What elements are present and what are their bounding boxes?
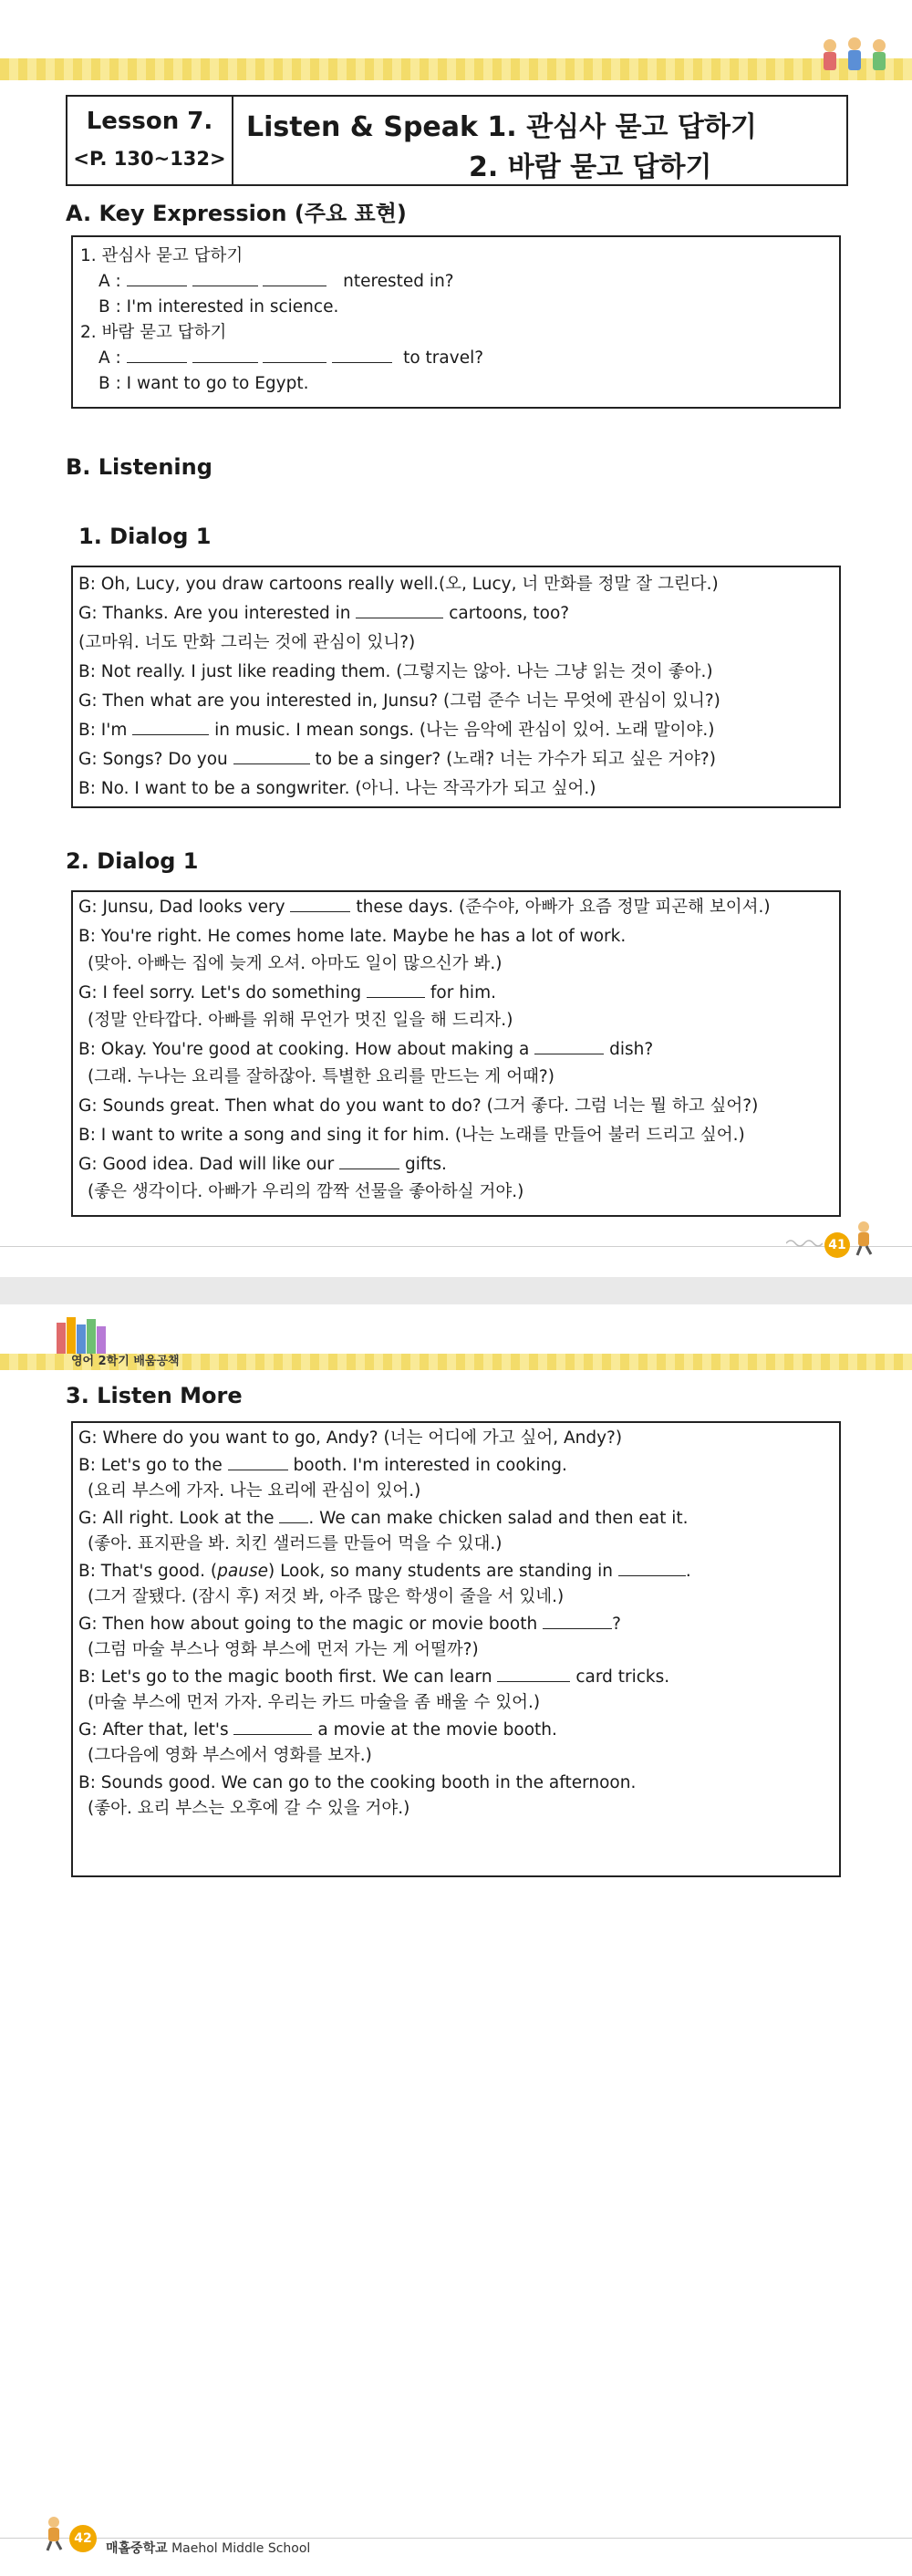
listen-more-line-15: (좋아. 요리 부스는 오후에 갈 수 있을 거야.) [88,1799,410,1818]
section-b-heading: B. Listening [66,454,212,480]
dialog2-line-6 [78,1038,653,1062]
answer-blank[interactable] [618,1560,686,1576]
lesson-pages: <P. 130~132> [73,148,226,170]
key-item2-b: B : I want to go to Egypt. [98,374,309,393]
dialog2-line-1-part2: these days. (준수야, 아빠가 요즘 정말 피곤해 보이셔.) [350,898,771,917]
listen-more-line-11: (마술 부스에 먼저 가자. 우리는 카드 마술을 좀 배울 수 있어.) [88,1693,541,1712]
key-item1-title: 1. 관심사 묻고 답하기 [80,246,244,265]
dialog1-line-6 [78,719,715,743]
listen-more-line-2-part2: booth. I'm interested in cooking. [287,1456,567,1475]
section-a-heading: A. Key Expression (주요 표현) [66,201,407,226]
answer-blank[interactable] [263,347,326,363]
listen-more-line-5: (좋아. 표지판을 봐. 치킨 샐러드를 만들어 먹을 수 있대.) [88,1534,503,1553]
school-name-en: Maehol Middle School [171,2541,311,2556]
lesson-number: Lesson 7. [86,108,213,135]
answer-blank[interactable] [290,896,350,912]
dialog1-line-5: G: Then what are you interested in, Junsu? (그럼 준수 너는 무엇에 관심이 있니?) [78,691,720,711]
dialog1-line-4: B: Not really. I just like reading them. (그렇지는 않아. 나는 그냥 읽는 것이 좋아.) [78,662,713,681]
children-illustration [814,35,896,80]
listen-more-line-13: (그다음에 영화 부스에서 영화를 보자.) [88,1746,372,1765]
listen-more-line-10-part1: B: Let's go to the magic booth first. We can learn [78,1667,498,1687]
answer-blank[interactable] [132,719,209,735]
running-kid-icon [40,2516,67,2552]
answer-blank[interactable] [497,1666,570,1682]
listen-more-line-12 [78,1719,557,1742]
decorative-ribbon [0,58,912,80]
listen-more-line-12-part2: a movie at the movie booth. [312,1720,557,1740]
dialog1-line-8: B: No. I want to be a songwriter. (아니. 나는 작곡가가 되고 싶어.) [78,779,596,798]
listen-more-line-6 [78,1560,691,1584]
page-number-badge: 42 [69,2525,97,2552]
dialog1-heading: 1. Dialog 1 [78,524,212,549]
answer-blank[interactable] [192,270,258,286]
listen-more-line-3: (요리 부스에 가자. 나는 요리에 관심이 있어.) [88,1481,421,1501]
listen-more-line-8-part1: G: Then how about going to the magic or movie booth [78,1615,544,1634]
dialog2-line-4 [78,982,496,1005]
speaker-a-label: A : [98,348,127,368]
dialog2-line-3: (맞아. 아빠는 집에 늦게 오셔. 아마도 일이 많으신가 봐.) [88,954,503,973]
wavy-line-icon [786,1237,823,1250]
dialog2-line-1 [78,896,771,919]
key-item1-b: B : I'm interested in science. [98,297,339,317]
answer-blank[interactable] [263,270,326,286]
dialog2-line-5: (정말 안타깝다. 아빠를 위해 무언가 멋진 일을 해 드리자.) [88,1011,513,1030]
school-name [106,2539,310,2557]
dialog2-box [71,890,841,1217]
dialog1-box [71,566,841,808]
worksheet-page-41 [0,0,912,1277]
dialog2-line-10-part2: gifts. [399,1155,447,1174]
page-gap [0,1277,912,1304]
answer-blank[interactable] [192,347,258,363]
lesson-header-box [66,95,848,186]
listen-more-box [71,1421,841,1877]
dialog2-line-4-part1: G: I feel sorry. Let's do something [78,983,367,1002]
school-name-kr: 매홀중학교 [106,2541,168,2556]
dialog1-line-6-part1: B: I'm [78,721,133,740]
answer-blank[interactable] [228,1454,288,1470]
dialog2-line-10 [78,1153,447,1177]
dialog1-line-6-part2: in music. I mean songs. (나는 음악에 관심이 있어. 노래 말이야.) [209,721,715,740]
dialog1-line-2-part2: cartoons, too? [443,604,570,623]
dialog1-line-2 [78,602,569,626]
listen-more-line-14: B: Sounds good. We can go to the cooking booth in the afternoon. [78,1773,637,1792]
listen-more-line-10 [78,1666,669,1689]
dialog2-heading: 2. Dialog 1 [66,848,199,874]
listen-more-line-6-part3: . [685,1562,691,1581]
dialog2-line-6-part2: dish? [604,1040,654,1059]
listen-more-line-12-part1: G: After that, let's [78,1720,234,1740]
books-icon [55,1314,119,1356]
answer-blank[interactable] [332,347,392,363]
listen-more-line-9: (그럼 마술 부스나 영화 부스에 먼저 가는 게 어떨까?) [88,1640,479,1659]
dialog2-line-9: B: I want to write a song and sing it for him. (나는 노래를 만들어 불러 드리고 싶어.) [78,1126,745,1145]
running-kid-icon [852,1220,876,1257]
listen-more-line-4-part1: G: All right. Look at the [78,1509,280,1528]
listen-more-line-1: G: Where do you want to go, Andy? (너는 어디에 가고 싶어, Andy?) [78,1428,623,1448]
dialog2-line-7: (그래. 누나는 요리를 잘하잖아. 특별한 요리를 만드는 게 어때?) [88,1067,554,1086]
key-expression-box [71,235,841,409]
dialog1-line-2-part1: G: Thanks. Are you interested in [78,604,357,623]
dialog1-line-7-part1: G: Songs? Do you [78,750,233,769]
key-item1-a [98,270,454,294]
speaker-a-label: A : [98,272,127,291]
pause-direction: pause [217,1562,268,1581]
dialog2-line-6-part1: B: Okay. You're good at cooking. How about making a [78,1040,535,1059]
dialog2-line-4-part2: for him. [425,983,496,1002]
listen-more-heading: 3. Listen More [66,1383,243,1408]
answer-blank[interactable] [127,270,187,286]
dialog1-line-1: B: Oh, Lucy, you draw cartoons really well.(오, Lucy, 너 만화를 정말 잘 그린다.) [78,575,719,594]
listen-more-line-8 [78,1613,621,1636]
answer-blank[interactable] [367,982,425,998]
page-number-badge: 41 [824,1232,850,1258]
dialog2-line-2: B: You're right. He comes home late. Maybe he has a lot of work. [78,927,627,946]
listen-more-line-2 [78,1454,567,1478]
answer-blank[interactable] [339,1153,399,1169]
notebook-label: 영어 2학기 배움공책 [71,1355,180,1368]
answer-blank[interactable] [127,347,187,363]
key-item2-a-end: to travel? [403,348,484,368]
footer-divider [0,1246,912,1247]
listen-more-line-6-part2: ) Look, so many students are standing in [267,1562,618,1581]
lesson-info-cell [67,97,233,184]
dialog2-line-10-part1: G: Good idea. Dad will like our [78,1155,340,1174]
dialog1-line-3: (고마워. 너도 만화 그리는 것에 관심이 있니?) [78,633,416,652]
dialog2-line-1-part1: G: Junsu, Dad looks very [78,898,291,917]
listen-more-line-4 [78,1507,689,1531]
listen-more-line-6-part1: B: That's good. ( [78,1562,218,1581]
key-item2-a [98,347,483,370]
lesson-title-2: 2. 바람 묻고 답하기 [469,151,712,183]
answer-blank[interactable] [356,602,443,618]
key-item2-title: 2. 바람 묻고 답하기 [80,323,227,342]
listen-more-line-10-part2: card tricks. [570,1667,670,1687]
answer-blank[interactable] [534,1038,604,1054]
answer-blank[interactable] [279,1507,308,1523]
listen-more-line-4-part2: . We can make chicken salad and then eat it. [308,1509,689,1528]
answer-blank[interactable] [233,1719,312,1735]
dialog2-line-11: (좋은 생각이다. 아빠가 우리의 깜짝 선물을 좋아하실 거야.) [88,1182,524,1201]
key-item1-a-end: nterested in? [343,272,454,291]
dialog2-line-8: G: Sounds great. Then what do you want to do? (그거 좋다. 그럼 너는 뭘 하고 싶어?) [78,1096,759,1116]
worksheet-page-42 [0,1304,912,2576]
answer-blank[interactable] [233,748,310,764]
dialog1-line-7-part2: to be a singer? (노래? 너는 가수가 되고 싶은 거야?) [309,750,716,769]
listen-more-line-8-part2: ? [612,1615,621,1634]
listen-more-line-2-part1: B: Let's go to the [78,1456,228,1475]
dialog1-line-7 [78,748,716,772]
lesson-title-1: Listen & Speak 1. 관심사 묻고 답하기 [246,111,757,143]
listen-more-line-7: (그거 잘됐다. (잠시 후) 저것 봐, 아주 많은 학생이 줄을 서 있네.) [88,1587,565,1606]
answer-blank[interactable] [543,1613,612,1629]
